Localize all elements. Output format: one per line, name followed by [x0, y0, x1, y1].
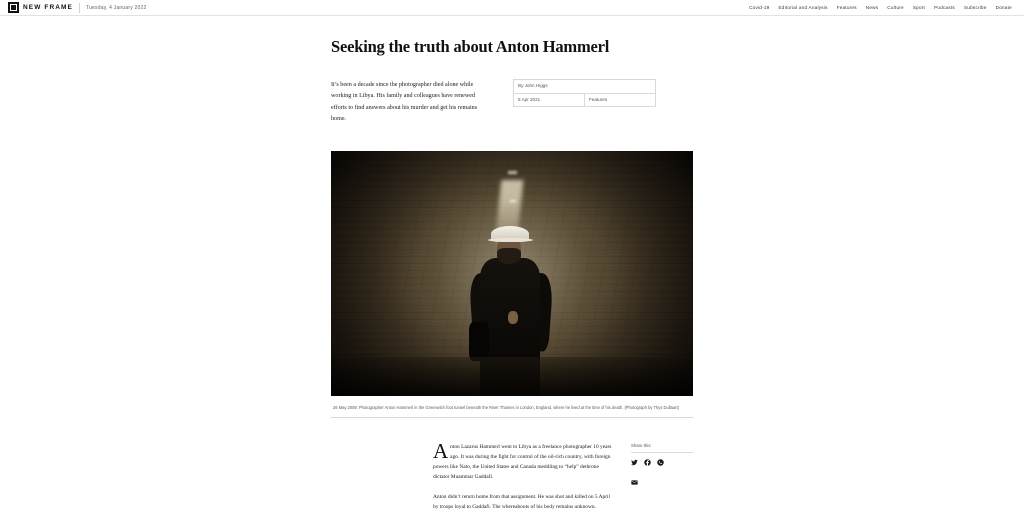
nav-item-sport[interactable]: Sport: [912, 5, 926, 10]
body-paragraph-1-text: nton Lazarus Hammerl went to Libya as a freelance photographer 10 years ago. It was during the fight for control of the oil-rich country, with foreign powers like Nato, the United States and Canada meddling to “help” dethrone dictator Muammar Gaddafi.: [433, 443, 612, 480]
image-caption: 26 May 2009: Photographer Anton Hammerl in the Greenwich foot tunnel beneath the River Thames in London, England, where he lived at the time of his death. (Photograph by Thys Dullaart): [331, 402, 693, 418]
drop-cap: A: [433, 438, 449, 463]
nav-item-covid-19[interactable]: Covid-19: [749, 5, 770, 10]
image-vignette: [331, 151, 693, 396]
body-paragraph-2: Anton didn’t return home from that assignment. He was shot and killed on 5 April by troops loyal to Gaddafi. The whereabouts of his body remains unknown.: [433, 493, 611, 510]
nav-item-editorial-and-analysis[interactable]: Editorial and Analysis: [778, 5, 828, 10]
share-icon-row-secondary: [631, 473, 693, 491]
header-divider: [79, 3, 80, 13]
article-section[interactable]: Features: [585, 93, 656, 107]
nav-item-podcasts[interactable]: Podcasts: [934, 5, 955, 10]
article-standfirst: It’s been a decade since the photographer died alone while working in Libya. His family and colleagues have renewed efforts to find answers about his murder and get his remains home.: [331, 81, 478, 122]
brand-logo[interactable]: [8, 2, 73, 13]
nav-item-news[interactable]: News: [865, 5, 879, 10]
body-paragraph-1: [433, 438, 615, 482]
nav-item-features[interactable]: Features: [836, 5, 857, 10]
hero-image: [331, 151, 693, 396]
facebook-icon[interactable]: [644, 459, 651, 466]
table-row: [514, 93, 656, 107]
article-container: [331, 16, 693, 125]
twitter-icon[interactable]: [631, 459, 638, 466]
page-title: Seeking the truth about Anton Hammerl: [331, 37, 610, 56]
article-date: 5 Apr 2021: [514, 93, 585, 107]
email-icon[interactable]: [631, 473, 638, 491]
hero-image-wrapper: [331, 151, 693, 396]
share-label: Share this:: [631, 443, 693, 453]
share-icon-row: [631, 459, 693, 466]
share-panel: [631, 442, 693, 522]
new-frame-logo-icon: [8, 2, 19, 13]
article-body-wrapper: [331, 438, 693, 522]
main-navigation: [749, 5, 1016, 10]
article-intro-row: [331, 79, 693, 125]
current-date: Tuesday, 4 January 2022: [85, 4, 147, 11]
site-header: [0, 0, 1024, 16]
article-metadata-table: [513, 79, 656, 107]
whatsapp-icon[interactable]: [657, 459, 664, 466]
nav-item-subscribe[interactable]: Subscribe: [963, 5, 987, 10]
nav-item-donate[interactable]: Donate: [995, 5, 1012, 10]
nav-item-culture[interactable]: Culture: [887, 5, 904, 10]
brand-name: NEW FRAME: [23, 4, 73, 11]
article-body: [433, 438, 615, 522]
table-row: [514, 79, 656, 93]
article-author: By John Higgs: [514, 79, 656, 93]
